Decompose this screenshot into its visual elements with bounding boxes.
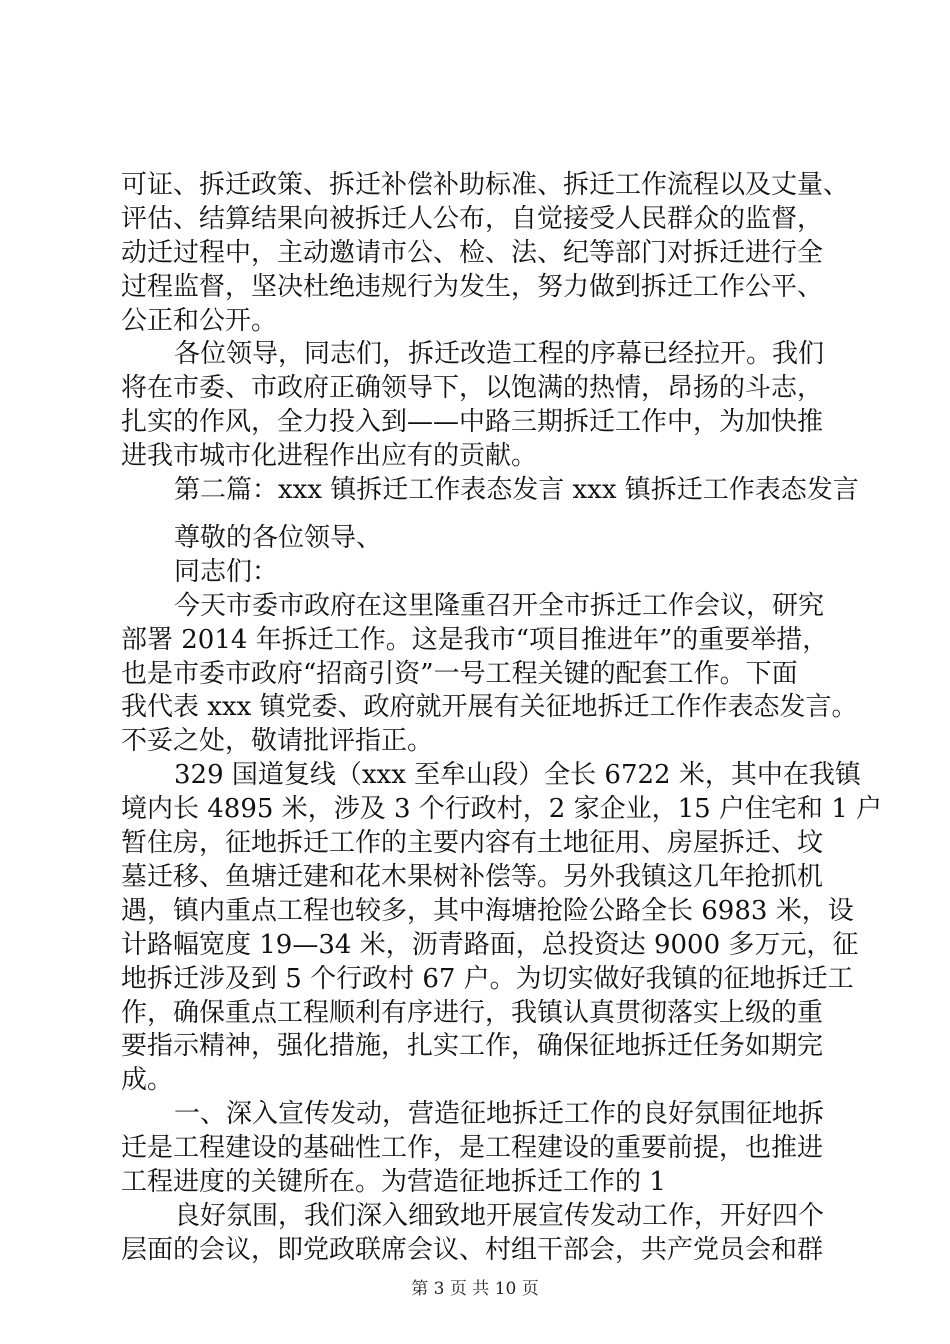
text-line: 一、深入宣传发动，营造征地拆迁工作的良好氛围征地拆 bbox=[174, 1099, 825, 1129]
text-line: 过程监督，坚决杜绝违规行为发生，努力做到拆迁工作公平、 bbox=[121, 272, 824, 302]
text-line: 评估、结算结果向被拆迁人公布，自觉接受人民群众的监督， bbox=[121, 204, 824, 234]
salutation-line: 同志们： bbox=[174, 557, 279, 587]
text-line: 成。 bbox=[121, 1065, 174, 1095]
text-line: 部署 2014 年拆迁工作。这是我市“项目推进年”的重要举措， bbox=[121, 625, 829, 655]
section-heading: 第二篇：xxx 镇拆迁工作表态发言 xxx 镇拆迁工作表态发言 bbox=[174, 475, 859, 505]
text-line: 今天市委市政府在这里隆重召开全市拆迁工作会议，研究 bbox=[174, 591, 825, 621]
text-line: 要指示精神，强化措施，扎实工作，确保征地拆迁任务如期完 bbox=[121, 1031, 824, 1061]
text-line: 作，确保重点工程顺利有序进行，我镇认真贯彻落实上级的重 bbox=[121, 998, 824, 1028]
text-line: 可证、拆迁政策、拆迁补偿补助标准、拆迁工作流程以及丈量、 bbox=[121, 170, 850, 200]
text-line: 扎实的作风，全力投入到——中路三期拆迁工作中，为加快推 bbox=[121, 407, 824, 437]
text-line: 墓迁移、鱼塘迁建和花木果树补偿等。另外我镇这几年抢抓机 bbox=[121, 862, 824, 892]
text-line: 不妥之处，敬请批评指正。 bbox=[121, 726, 434, 756]
text-line: 动迁过程中，主动邀请市公、检、法、纪等部门对拆迁进行全 bbox=[121, 238, 824, 268]
text-line: 公正和公开。 bbox=[121, 306, 278, 336]
text-line: 暂住房，征地拆迁工作的主要内容有土地征用、房屋拆迁、坟 bbox=[121, 828, 824, 858]
text-line: 各位领导，同志们，拆迁改造工程的序幕已经拉开。我们 bbox=[174, 339, 825, 369]
salutation-line: 尊敬的各位领导、 bbox=[174, 523, 383, 553]
text-line: 工程进度的关键所在。为营造征地拆迁工作的 1 bbox=[121, 1167, 666, 1197]
text-line: 良好氛围，我们深入细致地开展宣传发动工作，开好四个 bbox=[174, 1201, 825, 1231]
text-line: 迁是工程建设的基础性工作，是工程建设的重要前提，也推进 bbox=[121, 1133, 824, 1163]
text-line: 329 国道复线（xxx 至牟山段）全长 6722 米，其中在我镇 bbox=[174, 760, 861, 790]
text-line: 计路幅宽度 19—34 米，沥青路面，总投资达 9000 多万元，征 bbox=[121, 930, 859, 960]
text-line: 将在市委、市政府正确领导下，以饱满的热情，昂扬的斗志， bbox=[121, 373, 824, 403]
text-line: 也是市委市政府“招商引资”一号工程关键的配套工作。下面 bbox=[121, 659, 798, 689]
page-footer: 第 3 页 共 10 页 bbox=[411, 1279, 539, 1299]
text-line: 层面的会议，即党政联席会议、村组干部会，共产党员会和群 bbox=[121, 1235, 824, 1265]
text-line: 我代表 xxx 镇党委、政府就开展有关征地拆迁工作作表态发言。 bbox=[121, 692, 858, 722]
text-line: 进我市城市化进程作出应有的贡献。 bbox=[121, 441, 538, 471]
text-line: 境内长 4895 米，涉及 3 个行政村，2 家企业，15 户住宅和 1 户 bbox=[121, 794, 882, 824]
text-line: 地拆迁涉及到 5 个行政村 67 户。为切实做好我镇的征地拆迁工 bbox=[121, 964, 854, 994]
text-line: 遇，镇内重点工程也较多，其中海塘抢险公路全长 6983 米，设 bbox=[121, 896, 854, 926]
